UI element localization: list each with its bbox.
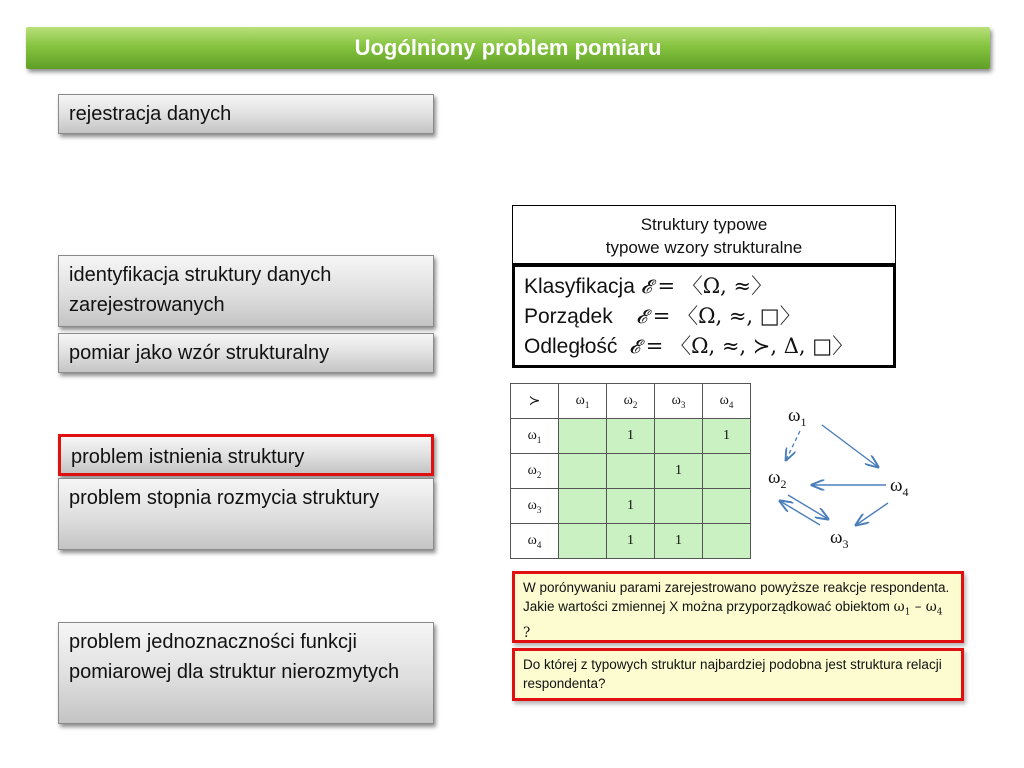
edge-3-2	[780, 501, 820, 525]
question1-text: W porónywaniu parami zarejestrowano powyższe reakcje respondenta. Jakie wartości zmiennej X można przyporządkować obiektom	[523, 580, 950, 614]
matrix-row-header: $\omega_3$	[511, 489, 559, 524]
matrix-cell: 1	[703, 419, 751, 454]
matrix-row-header: $\omega_1$	[511, 419, 559, 454]
matrix-cell: 1	[607, 489, 655, 524]
structures-list	[512, 264, 896, 368]
matrix-cell	[559, 454, 607, 489]
structure-row	[524, 332, 893, 362]
matrix-cell	[655, 489, 703, 524]
matrix-cell: 1	[655, 524, 703, 559]
matrix-row	[511, 489, 751, 524]
step-data-registration: rejestracja danych	[58, 94, 434, 134]
matrix-cell: 1	[655, 454, 703, 489]
structure-formula: = 〈Ω, ≈〉	[657, 274, 773, 298]
step-structure-identification: identyfikacja struktury danych zarejestrowanych	[58, 255, 434, 327]
matrix-cell	[703, 489, 751, 524]
structure-row	[524, 272, 893, 302]
structure-formula: = 〈Ω, ≈, ≻, Δ, □〉	[645, 334, 854, 358]
matrix-row	[511, 419, 751, 454]
matrix-cell	[607, 454, 655, 489]
structures-header-line2: typowe wzory strukturalne	[605, 238, 803, 257]
edge-1-2	[786, 431, 800, 460]
structure-name: Porządek	[524, 305, 613, 328]
structures-header	[512, 205, 896, 264]
matrix-cell: 1	[607, 524, 655, 559]
question-box-values	[512, 571, 964, 643]
matrix-cell	[703, 524, 751, 559]
step-measurement-uniqueness: problem jednoznaczności funkcji pomiarowej dla struktur nierozmytych	[58, 622, 434, 724]
step-structure-fuzziness: problem stopnia rozmycia struktury	[58, 478, 434, 550]
edge-1-4	[822, 425, 878, 467]
question1-objects: $\omega_1 - \omega_4$ ?	[523, 599, 943, 641]
matrix-header-row	[511, 384, 751, 419]
matrix-cell	[559, 419, 607, 454]
structure-name: Klasyfikacja	[524, 275, 635, 298]
graph-node-omega3: $\omega_3$	[830, 527, 849, 551]
structure-name: Odległość	[524, 335, 618, 358]
matrix-corner: ≻	[511, 384, 559, 419]
script-e-symbol: 𝓔	[640, 276, 652, 298]
edge-2-3	[788, 495, 828, 519]
matrix-col-header: $\omega_1$	[559, 384, 607, 419]
matrix-col-header: $\omega_4$	[703, 384, 751, 419]
step-structure-existence: problem istnienia struktury	[58, 434, 434, 476]
matrix-row-header: $\omega_2$	[511, 454, 559, 489]
graph-node-omega4: $\omega_4$	[890, 475, 909, 499]
matrix-cell	[703, 454, 751, 489]
graph-node-omega2: $\omega_2$	[768, 467, 787, 491]
structure-formula: = 〈Ω, ≈, □〉	[652, 304, 801, 328]
matrix-col-header: $\omega_3$	[655, 384, 703, 419]
relation-graph	[760, 395, 930, 560]
matrix-cell	[655, 419, 703, 454]
graph-node-omega1: $\omega_1$	[788, 405, 807, 429]
structures-header-line1: Struktury typowe	[640, 215, 768, 234]
matrix-row	[511, 454, 751, 489]
script-e-symbol: 𝓔	[629, 336, 640, 358]
step-measurement-pattern: pomiar jako wzór strukturalny	[58, 333, 434, 373]
relation-matrix	[510, 383, 751, 559]
structure-row	[524, 302, 893, 332]
edge-4-3	[856, 503, 888, 525]
matrix-cell	[559, 489, 607, 524]
matrix-col-header: $\omega_2$	[607, 384, 655, 419]
matrix-row	[511, 524, 751, 559]
matrix-cell: 1	[607, 419, 655, 454]
matrix-row-header: $\omega_4$	[511, 524, 559, 559]
matrix-cell	[559, 524, 607, 559]
script-e-symbol: 𝓔	[636, 306, 647, 328]
question-box-similarity: Do której z typowych struktur najbardziej podobna jest struktura relacji respondenta?	[512, 648, 964, 701]
slide-title: Uogólniony problem pomiaru	[26, 27, 990, 69]
